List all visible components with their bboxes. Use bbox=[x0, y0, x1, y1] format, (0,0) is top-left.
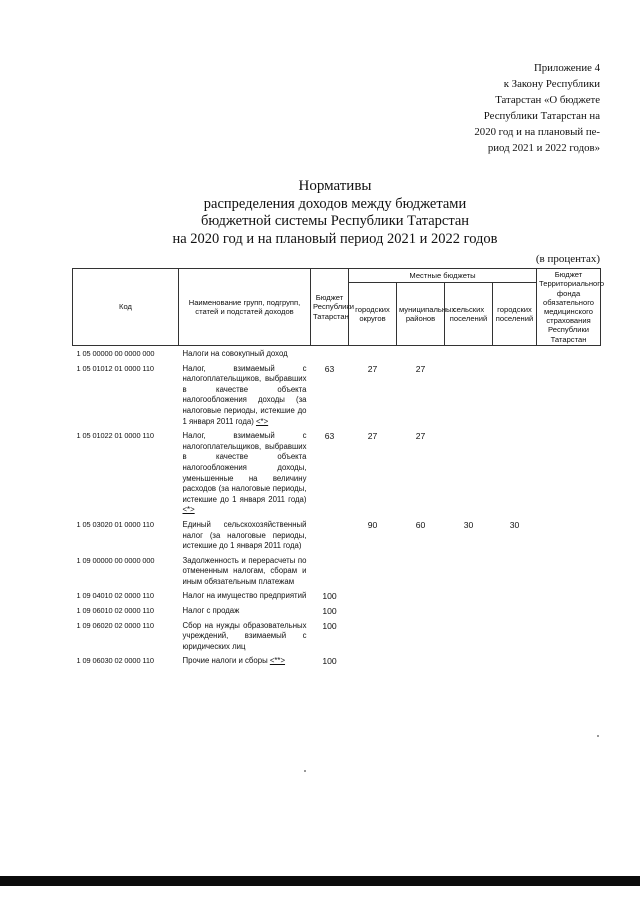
income-code: 1 09 06020 02 0000 110 bbox=[76, 620, 154, 630]
value-rural-settlements bbox=[445, 621, 493, 657]
value-fund bbox=[537, 656, 601, 671]
document-title bbox=[100, 178, 570, 248]
value-rural-settlements bbox=[445, 431, 493, 520]
value-municipal-districts bbox=[397, 346, 445, 364]
income-code: 1 09 04010 02 0000 110 bbox=[76, 591, 154, 601]
value-urban-districts: 27 bbox=[367, 431, 378, 442]
income-name: Прочие налоги и сборы <**> bbox=[182, 656, 286, 666]
value-rt: 100 bbox=[322, 620, 337, 631]
value-municipal-districts bbox=[397, 621, 445, 657]
value-rt: 100 bbox=[322, 656, 337, 667]
header-urban-districts: городских округов bbox=[349, 283, 397, 346]
header-municipal-districts: муниципальных районов bbox=[397, 283, 445, 346]
value-fund bbox=[537, 556, 601, 592]
value-rt bbox=[311, 520, 349, 556]
title-line: на 2020 год и на плановый период 2021 и 2022 годов bbox=[172, 230, 498, 247]
value-rt: 63 bbox=[324, 431, 335, 442]
value-urban-districts bbox=[349, 656, 397, 671]
annex-line: риод 2021 и 2022 годов» bbox=[487, 142, 600, 154]
table-row bbox=[73, 431, 601, 520]
value-rural-settlements bbox=[445, 556, 493, 592]
table-row bbox=[73, 621, 601, 657]
income-name: Налог, взимаемый с налогоплательщиков, выбравших в качестве объекта налогообложения доходы, уменьшенные на величину расходов (за налоговые периоды, истекшие до 1 января 2011 года) <*> bbox=[182, 431, 307, 515]
value-municipal-districts bbox=[397, 606, 445, 621]
table-row bbox=[73, 346, 601, 364]
value-rural-settlements bbox=[445, 591, 493, 606]
income-name: Налог на имущество предприятий bbox=[182, 591, 307, 601]
scan-speck bbox=[304, 770, 306, 772]
header-urban-settlements: городских поселений bbox=[493, 283, 537, 346]
table-row bbox=[73, 520, 601, 556]
income-code: 1 05 03020 01 0000 110 bbox=[76, 519, 154, 529]
value-urban-settlements bbox=[493, 606, 537, 621]
value-municipal-districts bbox=[397, 591, 445, 606]
value-urban-settlements bbox=[493, 346, 537, 364]
value-urban-districts bbox=[349, 346, 397, 364]
annex-line: Республики Татарстан на bbox=[483, 110, 600, 122]
income-name: Налоги на совокупный доход bbox=[182, 349, 288, 358]
income-name: Налог с продаж bbox=[182, 606, 240, 616]
value-rt bbox=[311, 346, 349, 364]
value-urban-settlements bbox=[493, 621, 537, 657]
value-urban-settlements bbox=[493, 556, 537, 592]
title-line: Нормативы bbox=[298, 178, 372, 194]
footnote-mark: <*> bbox=[182, 505, 195, 515]
value-urban-districts bbox=[349, 621, 397, 657]
value-rt: 63 bbox=[324, 363, 335, 374]
value-urban-districts: 27 bbox=[367, 363, 378, 374]
annex-line: Татарстан «О бюджете bbox=[495, 94, 600, 106]
income-name: Задолженность и перерасчеты по отмененным налогам, сборам и иным обязательным платежам bbox=[182, 555, 307, 586]
value-rural-settlements bbox=[445, 364, 493, 432]
header-code: Код bbox=[73, 269, 179, 346]
annex-line: к Закону Республики bbox=[503, 78, 600, 90]
value-fund bbox=[537, 346, 601, 364]
table-row bbox=[73, 364, 601, 432]
income-name: Сбор на нужды образовательных учреждений, взимаемый с юридических лиц bbox=[182, 620, 307, 651]
value-urban-settlements bbox=[493, 431, 537, 520]
income-code: 1 09 06010 02 0000 110 bbox=[76, 606, 154, 616]
value-rural-settlements bbox=[445, 346, 493, 364]
value-fund bbox=[537, 606, 601, 621]
value-municipal-districts: 60 bbox=[415, 519, 426, 530]
unit-note: (в процентах) bbox=[535, 253, 600, 265]
value-municipal-districts: 27 bbox=[415, 431, 426, 442]
value-rt: 100 bbox=[322, 591, 337, 602]
annex-note bbox=[410, 60, 600, 156]
scan-edge-bar bbox=[0, 876, 640, 886]
income-code: 1 05 00000 00 0000 000 bbox=[76, 349, 155, 358]
value-municipal-districts bbox=[397, 556, 445, 592]
table-row bbox=[73, 591, 601, 606]
value-fund bbox=[537, 621, 601, 657]
header-rural-settlements: сельских поселений bbox=[445, 283, 493, 346]
table-body bbox=[73, 346, 601, 672]
income-name: Единый сельскохозяйственный налог (за налоговые периоды, истекшие до 1 января 2011 года) bbox=[182, 519, 307, 551]
value-urban-settlements bbox=[493, 591, 537, 606]
header-fund: Бюджет Территориального фонда обязательного медицинского страхования Республики Татарстан bbox=[537, 269, 601, 346]
income-code: 1 09 00000 00 0000 000 bbox=[76, 555, 155, 565]
table-row bbox=[73, 556, 601, 592]
income-name: Налог, взимаемый с налогоплательщиков, выбравших в качестве объекта налогообложения доходы (за налоговые периоды, истекшие до 1 января 2011 года) <*> bbox=[182, 363, 307, 426]
annex-line: Приложение 4 bbox=[533, 62, 600, 74]
value-municipal-districts: 27 bbox=[415, 363, 426, 374]
value-urban-settlements: 30 bbox=[509, 519, 520, 530]
table-row bbox=[73, 606, 601, 621]
value-municipal-districts bbox=[397, 656, 445, 671]
value-urban-settlements bbox=[493, 656, 537, 671]
value-urban-settlements bbox=[493, 364, 537, 432]
income-code: 1 05 01012 01 0000 110 bbox=[76, 363, 154, 373]
value-rt bbox=[311, 556, 349, 592]
value-urban-districts bbox=[349, 591, 397, 606]
distribution-table bbox=[72, 268, 605, 671]
footnote-mark: <*> bbox=[255, 416, 269, 426]
header-name: Наименование групп, подгрупп, статей и подстатей доходов bbox=[179, 269, 311, 346]
income-code: 1 05 01022 01 0000 110 bbox=[76, 431, 154, 441]
value-rt: 100 bbox=[322, 606, 337, 617]
value-fund bbox=[537, 591, 601, 606]
header-rt-budget: Бюджет Республики Татарстан bbox=[311, 269, 349, 346]
value-fund bbox=[537, 364, 601, 432]
annex-line: 2020 год и на плановый пе- bbox=[474, 126, 600, 138]
title-line: распределения доходов между бюджетами bbox=[203, 195, 467, 212]
value-rural-settlements bbox=[445, 606, 493, 621]
value-rural-settlements bbox=[445, 656, 493, 671]
scan-speck bbox=[597, 735, 599, 737]
income-code: 1 09 06030 02 0000 110 bbox=[76, 656, 154, 666]
header-local-budgets: Местные бюджеты bbox=[349, 269, 537, 283]
value-rural-settlements: 30 bbox=[463, 519, 474, 530]
value-urban-districts: 90 bbox=[367, 519, 378, 530]
value-fund bbox=[537, 520, 601, 556]
value-urban-districts bbox=[349, 606, 397, 621]
value-urban-districts bbox=[349, 556, 397, 592]
table-header bbox=[73, 269, 605, 346]
table-row bbox=[73, 656, 601, 671]
value-fund bbox=[537, 431, 601, 520]
footnote-mark: <**> bbox=[269, 656, 286, 666]
title-line: бюджетной системы Республики Татарстан bbox=[200, 213, 470, 229]
